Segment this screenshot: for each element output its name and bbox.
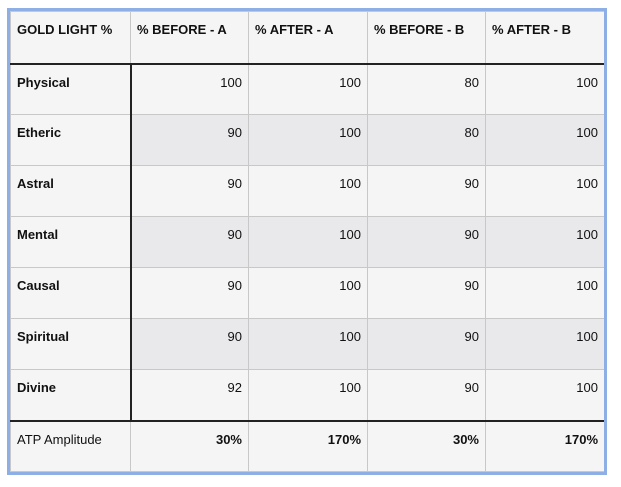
table-row [11, 166, 605, 217]
footer-before-a: 30% [131, 421, 249, 472]
cell-before-b: 90 [368, 268, 486, 319]
header-before-b: % BEFORE - B [368, 12, 486, 64]
cell-after-a: 100 [249, 166, 368, 217]
cell-before-b: 90 [368, 370, 486, 421]
table-row [11, 268, 605, 319]
cell-after-a: 100 [249, 370, 368, 421]
cell-before-b: 80 [368, 64, 486, 115]
cell-before-a: 100 [131, 64, 249, 115]
cell-after-b: 100 [486, 319, 605, 370]
cell-before-a: 90 [131, 319, 249, 370]
cell-before-a: 90 [131, 268, 249, 319]
table-row [11, 319, 605, 370]
header-before-a: % BEFORE - A [131, 12, 249, 64]
row-label: Mental [11, 217, 131, 268]
cell-before-b: 80 [368, 115, 486, 166]
cell-after-a: 100 [249, 319, 368, 370]
cell-after-b: 100 [486, 370, 605, 421]
table-row [11, 217, 605, 268]
cell-before-a: 90 [131, 115, 249, 166]
cell-after-b: 100 [486, 115, 605, 166]
row-label: Divine [11, 370, 131, 421]
header-row [11, 12, 605, 64]
cell-after-b: 100 [486, 64, 605, 115]
row-label: Physical [11, 64, 131, 115]
header-after-a: % AFTER - A [249, 12, 368, 64]
cell-before-a: 90 [131, 166, 249, 217]
table-frame [7, 8, 607, 475]
cell-after-a: 100 [249, 115, 368, 166]
footer-after-b: 170% [486, 421, 605, 472]
footer-row [11, 421, 605, 472]
cell-before-a: 90 [131, 217, 249, 268]
row-label: Etheric [11, 115, 131, 166]
row-label: Spiritual [11, 319, 131, 370]
cell-after-b: 100 [486, 268, 605, 319]
table-row [11, 370, 605, 421]
table-row [11, 115, 605, 166]
table-row [11, 64, 605, 115]
cell-after-b: 100 [486, 217, 605, 268]
cell-before-a: 92 [131, 370, 249, 421]
footer-label: ATP Amplitude [11, 421, 131, 472]
row-label: Causal [11, 268, 131, 319]
footer-after-a: 170% [249, 421, 368, 472]
header-after-b: % AFTER - B [486, 12, 605, 64]
row-label: Astral [11, 166, 131, 217]
cell-after-a: 100 [249, 217, 368, 268]
cell-before-b: 90 [368, 319, 486, 370]
gold-light-table [10, 11, 605, 472]
cell-after-b: 100 [486, 166, 605, 217]
cell-before-b: 90 [368, 166, 486, 217]
header-gold-light: GOLD LIGHT % [11, 12, 131, 64]
footer-before-b: 30% [368, 421, 486, 472]
cell-before-b: 90 [368, 217, 486, 268]
cell-after-a: 100 [249, 64, 368, 115]
cell-after-a: 100 [249, 268, 368, 319]
